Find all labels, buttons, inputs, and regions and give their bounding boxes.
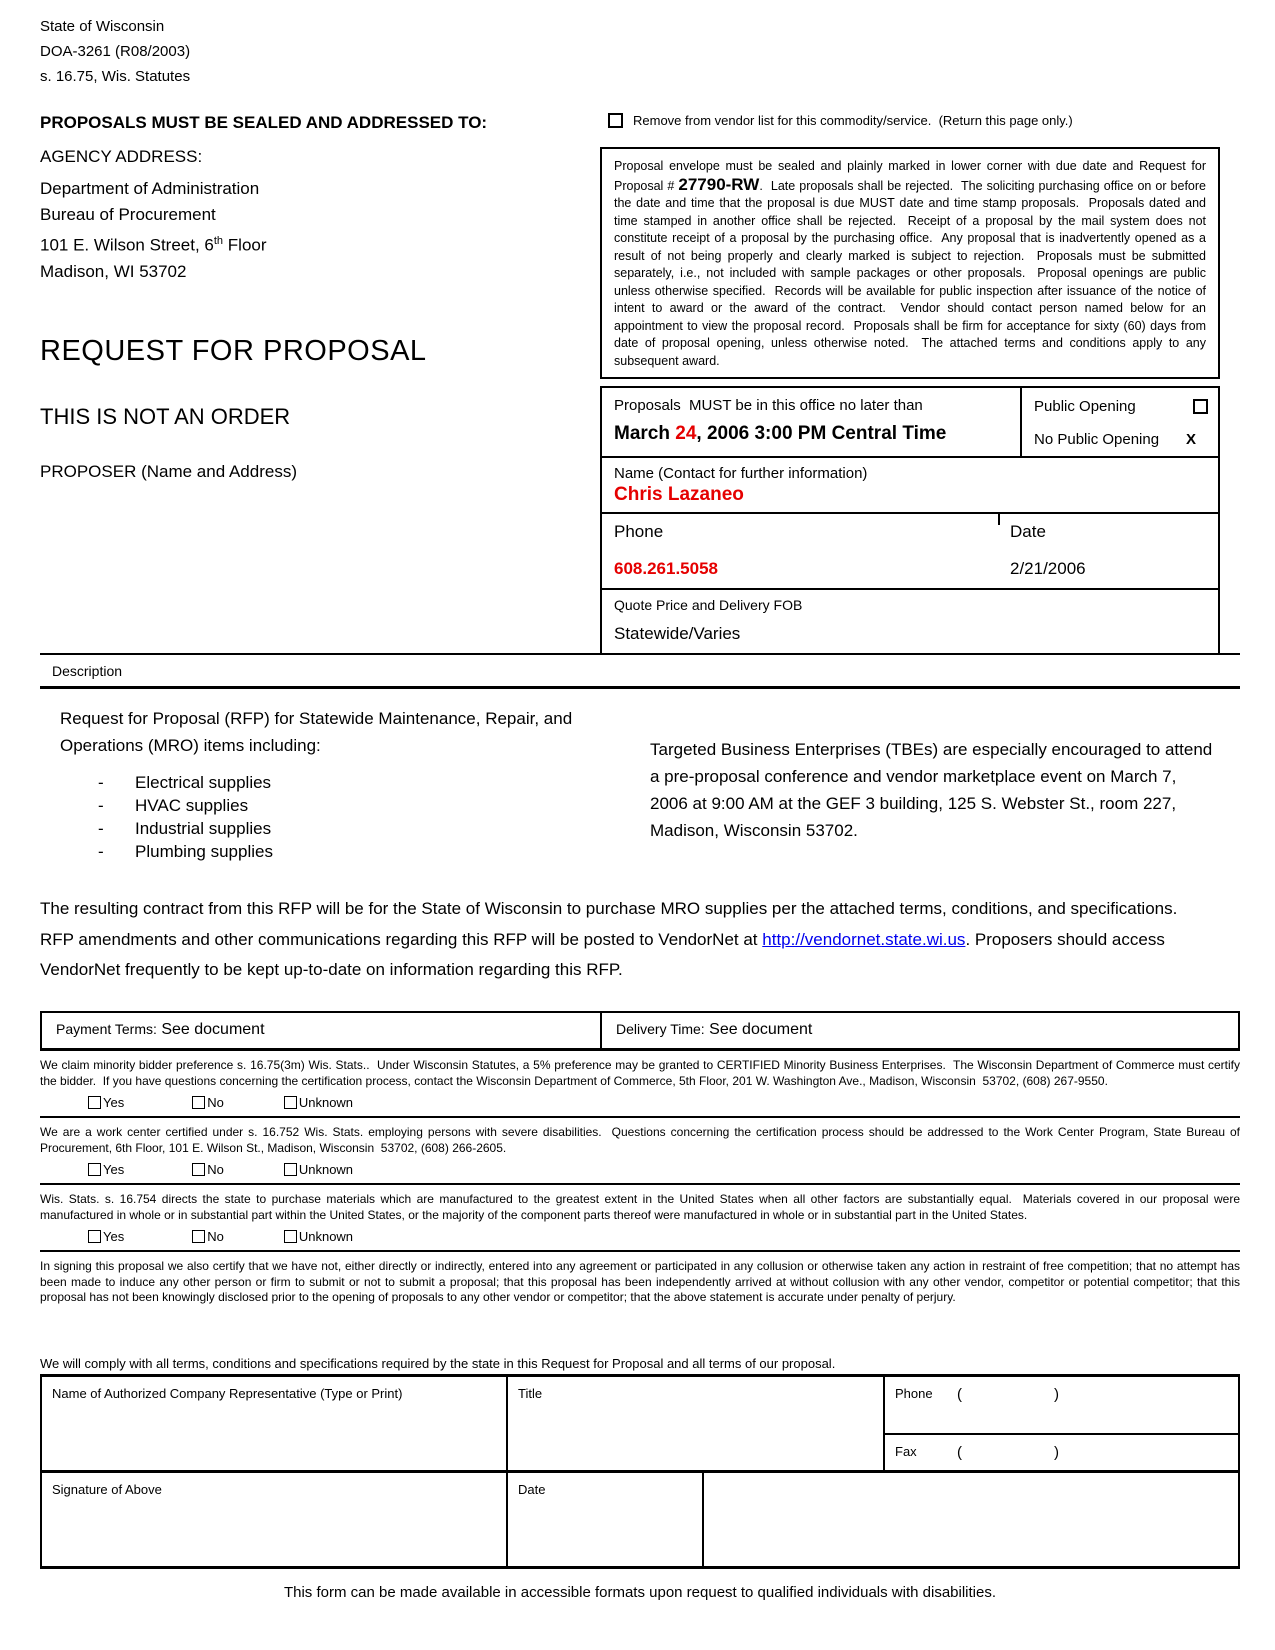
contact-date-cell (998, 514, 1218, 588)
comply-statement: We will comply with all terms, conditions and specifications required by the state in this Request for Proposal and all terms of our proposal. (40, 1355, 836, 1371)
proposer-address-field[interactable] (40, 482, 600, 602)
contact-phone-cell (602, 514, 998, 588)
title-field[interactable] (508, 1377, 885, 1470)
yes-option: Yes (88, 1162, 124, 1177)
delivery-time-label: Delivery Time: (616, 1021, 705, 1037)
public-opening-line (1034, 398, 1208, 415)
contract-paragraph: The resulting contract from this RFP will be for the State of Wisconsin to purchase MRO supplies per the attached terms, conditions, and specifications. (40, 899, 1178, 918)
supply-list (60, 771, 605, 863)
checkbox-row (40, 1095, 1240, 1110)
left-column (40, 147, 600, 653)
fax-field[interactable] (885, 1433, 1238, 1470)
contact-name-label: Name (Contact for further information) (614, 465, 868, 482)
delivery-time-cell (602, 1013, 826, 1048)
phone-field[interactable] (885, 1377, 1238, 1433)
delivery-time-value: See document (709, 1021, 813, 1038)
statute-line: s. 16.75, Wis. Statutes (40, 68, 191, 85)
no-option: No (192, 1229, 224, 1244)
american-made-section (40, 1185, 1244, 1252)
description-label: Description (52, 663, 123, 679)
yes-checkbox[interactable] (88, 1096, 101, 1109)
certification-text: We are a work center certified under s. 16.752 Wis. Stats. employing persons with severe disabilities. Questions concerning the certification process should be addressed to the Work Center Program, State Bureau of Procurement, 6th Floor, 101 E. Wilson St., Madison, Wisconsin 53702, (608) 266-2605. (40, 1125, 1244, 1155)
phone-label: Phone (614, 522, 664, 541)
remove-vendor-label: Remove from vendor list for this commodity/service. (Return this page only.) (633, 113, 1073, 128)
phone-date-divider (998, 514, 1000, 525)
list-dash: - (98, 819, 104, 838)
tbe-paragraph: Targeted Business Enterprises (TBEs) are especially encouraged to attend a pre-proposal conference and vendor marketplace event on March 7, 2006 at 9:00 AM at the GEF 3 building, 125 S. Webster St., room 227, Madison, Wisconsin 53702. (650, 740, 1213, 840)
description-intro: Request for Proposal (RFP) for Statewide Maintenance, Repair, and Operations (MRO) items including: (60, 709, 573, 755)
due-date-cell (602, 388, 1022, 456)
no-public-opening-label: No Public Opening (1034, 431, 1160, 448)
date-label: Date (1010, 522, 1046, 541)
minority-bidder-section (40, 1051, 1244, 1118)
description-region (40, 705, 1240, 863)
yes-option: Yes (88, 1095, 124, 1110)
yes-option: Yes (88, 1229, 124, 1244)
agency-line-street: 101 E. Wilson Street, 6th Floor (40, 235, 267, 255)
vendornet-link[interactable]: http://vendornet.state.wi.us (762, 930, 966, 949)
certification-text: We claim minority bidder preference s. 16.75(3m) Wis. Stats.. Under Wisconsin Statutes, a 5% preference may be granted to CERTIFIED Minority Business Enterprises. The Wisconsin Department of Commerce must certify the bidder. If you have questions concerning the certification process, contact the Wisconsin Department of Commerce, 5th Floor, 201 W. Washington Ave., Madison, Wisconsin 53702, (608) 267-9550. (40, 1058, 1244, 1088)
form-identification (40, 14, 1240, 89)
unknown-checkbox[interactable] (284, 1163, 297, 1176)
payment-terms-cell (42, 1013, 602, 1048)
fob-label: Quote Price and Delivery FOB (614, 597, 803, 613)
due-date-box (600, 386, 1220, 653)
public-opening-label: Public Opening (1034, 398, 1136, 415)
description-right (605, 705, 1240, 863)
phone-value: 608.261.5058 (614, 559, 718, 578)
signature-table (40, 1374, 1240, 1569)
remove-vendor-checkbox[interactable] (608, 113, 623, 128)
fax-label: Fax (895, 1443, 917, 1459)
list-dash: - (98, 773, 104, 792)
contact-name: Chris Lazaneo (614, 484, 744, 505)
list-item (60, 817, 605, 840)
no-checkbox[interactable] (192, 1096, 205, 1109)
fax-paren-open: ( (957, 1443, 962, 1461)
certification-text: Wis. Stats. s. 16.754 directs the state to purchase materials which are manufactured to the greatest extent in the United States when all other factors are substantially equal. Materials covered in our proposal were manufactured in whole or in substantial part within the United States, or the majority of the component parts thereof were manufactured in whole or in substantial part in the United States. (40, 1192, 1244, 1222)
list-item (60, 840, 605, 863)
signature-label: Signature of Above (52, 1481, 162, 1497)
public-opening-cell (1022, 388, 1218, 456)
fob-value: Statewide/Varies (614, 624, 741, 643)
work-center-section (40, 1118, 1244, 1185)
list-item-label: Industrial supplies (135, 819, 272, 838)
amendments-paragraph: RFP amendments and other communications regarding this RFP will be posted to VendorNet at http://vendornet.state.wi.us. Proposers should access VendorNet frequently to be kept up-to-date on information regarding this RFP. (40, 930, 1165, 979)
phone-paren-open: ( (957, 1385, 962, 1403)
no-option: No (192, 1162, 224, 1177)
signature-date-field[interactable] (508, 1473, 704, 1566)
agency-address-label: AGENCY ADDRESS: (40, 147, 203, 166)
proposer-label: PROPOSER (Name and Address) (40, 461, 297, 481)
payment-terms-label: Payment Terms: (56, 1021, 157, 1037)
sealed-heading: PROPOSALS MUST BE SEALED AND ADDRESSED TO: (40, 113, 488, 132)
yes-checkbox[interactable] (88, 1230, 101, 1243)
accessibility-footer: This form can be made available in accessible formats upon request to qualified individuals with disabilities. (283, 1583, 997, 1601)
due-date: March 24, 2006 3:00 PM Central Time (614, 423, 947, 444)
list-item-label: Plumbing supplies (135, 842, 273, 861)
no-checkbox[interactable] (192, 1163, 205, 1176)
remove-vendor-line (600, 113, 1240, 128)
form-number-line: DOA-3261 (R08/2003) (40, 43, 191, 60)
list-item (60, 794, 605, 817)
unknown-option: Unknown (284, 1095, 353, 1110)
unknown-option: Unknown (284, 1229, 353, 1244)
right-column (600, 147, 1220, 653)
not-an-order-heading: THIS IS NOT AN ORDER (40, 403, 291, 429)
agency-line-city: Madison, WI 53702 (40, 261, 187, 281)
empty-cell (704, 1473, 1238, 1566)
title-label: Title (518, 1385, 543, 1401)
phone-paren-close: ) (1054, 1385, 1059, 1403)
signature-date-label: Date (518, 1481, 546, 1497)
no-public-opening-line (1034, 431, 1208, 448)
representative-name-label: Name of Authorized Company Representative (Type or Print) (52, 1385, 403, 1401)
no-checkbox[interactable] (192, 1230, 205, 1243)
fob-cell (602, 590, 1218, 653)
checkbox-row (40, 1162, 1240, 1177)
list-dash: - (98, 796, 104, 815)
checkbox-row (40, 1229, 1240, 1244)
list-item (60, 771, 605, 794)
fax-paren-close: ) (1054, 1443, 1059, 1461)
date-value: 2/21/2006 (1010, 559, 1086, 578)
no-public-opening-mark: X (1185, 431, 1196, 448)
unknown-checkbox[interactable] (284, 1096, 297, 1109)
description-left (40, 705, 605, 863)
signature-field[interactable] (42, 1473, 508, 1566)
agency-address (40, 176, 600, 285)
due-intro: Proposals MUST be in this office no later than (614, 397, 923, 414)
representative-name-field[interactable] (42, 1377, 508, 1470)
no-collusion-section (40, 1252, 1244, 1312)
terms-row (40, 1011, 1240, 1051)
agency-line-department: Department of Administration (40, 179, 260, 198)
envelope-notice-box (600, 147, 1220, 379)
envelope-notice-text-1: Proposal envelope must be sealed and plainly marked in lower corner with due date and Request for Proposal # (614, 159, 1210, 193)
phone-date-row (602, 514, 1218, 588)
payment-terms-value: See document (161, 1021, 265, 1038)
envelope-notice-text-2: . Late proposals shall be rejected. The soliciting purchasing office on or before the date and time that the proposal is due MUST date and time stamp proposals. Proposals dated and time stamped in another office shall be rejected. Receipt of a proposal by the mail system does not constitute receipt of a proposal by the purchasing office. Any proposal that is inadvertently opened as a result of not being properly and clearly marked is subject to rejection. Proposals must be submitted separately, i.e., not included with sample packages or other proposals. Proposal openings are public unless otherwise specified. Records will be available for public inspection after issuance of the notice of intent to award or the award of the contract. Vendor should contact person named below for an appointment to view the proposal record. Proposals shall be firm for acceptance for sixty (60) days from date of proposal opening, unless otherwise noted. The attached terms and conditions apply to any subsequent award. (614, 178, 1210, 368)
yes-checkbox[interactable] (88, 1163, 101, 1176)
ordinal-superscript: th (213, 235, 224, 247)
list-item-label: Electrical supplies (135, 773, 272, 792)
representative-row (42, 1377, 1238, 1473)
phone-label: Phone (895, 1385, 933, 1401)
list-dash: - (98, 842, 104, 861)
rfp-number: 27790-RW (678, 174, 760, 194)
public-opening-checkbox[interactable] (1193, 399, 1208, 414)
agency-line-bureau: Bureau of Procurement (40, 205, 216, 224)
state-line: State of Wisconsin (40, 18, 165, 35)
page-title: REQUEST FOR PROPOSAL (40, 334, 427, 367)
description-bar (40, 653, 1240, 689)
unknown-option: Unknown (284, 1162, 353, 1177)
list-item-label: HVAC supplies (135, 796, 249, 815)
contact-name-cell (602, 458, 1218, 512)
sealed-heading-row (40, 113, 1240, 133)
unknown-checkbox[interactable] (284, 1230, 297, 1243)
signature-row (42, 1473, 1238, 1566)
certification-text: In signing this proposal we also certify that we have not, either directly or indirectly, entered into any agreement or participated in any collusion or otherwise taken any action in restraint of free competition; that no attempt has been made to induce any other person or firm to submit or not to submit a proposal; that this proposal has been independently arrived at without collusion with any other vendor, competitor or potential competitor; that this proposal has not been knowingly disclosed prior to the opening of proposals to any other vendor or competitor; that the above statement is accurate under penalty of perjury. (40, 1259, 1244, 1304)
due-day-red: 24 (675, 423, 697, 444)
no-option: No (192, 1095, 224, 1110)
phone-fax-cell (885, 1377, 1238, 1470)
